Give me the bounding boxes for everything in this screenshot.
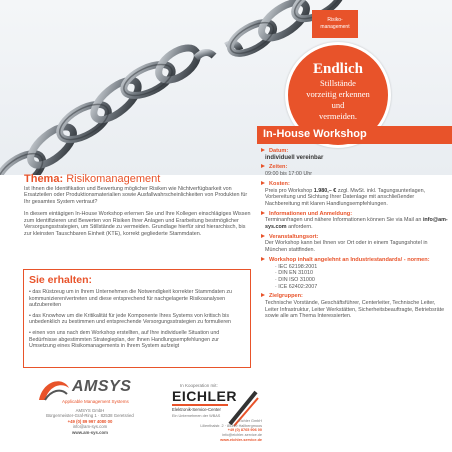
eichler-company: Eichler GmbH — [238, 418, 262, 423]
amsys-contact — [40, 408, 140, 435]
eichler-contact — [172, 414, 262, 443]
detail-times — [261, 164, 449, 177]
cost-price: 1.980,– € — [313, 187, 337, 194]
eichler-tagline: Elektronik-Service-Center — [172, 407, 221, 412]
workshop-details — [257, 148, 449, 323]
eichler-phone[interactable]: +49 (0) 8765 906 00 — [227, 428, 262, 433]
standard-name: IEC 62198:2001 — [278, 263, 318, 270]
detail-heading: Zeiten: — [269, 164, 288, 171]
detail-audience — [261, 293, 449, 320]
badge-title: Endlich — [312, 61, 364, 77]
topic-tag-text: Risiko- management — [320, 17, 350, 30]
amsys-wordmark: AMSYS — [72, 378, 132, 395]
company-address: Bürgermeister-Graf-Ring 1 · 82538 Geretsried — [46, 413, 134, 419]
eichler-email[interactable]: info@eichler-service.de — [222, 433, 262, 438]
company-email[interactable]: info@am-sys.com — [72, 424, 108, 430]
company-name: AMSYS GmbH — [75, 408, 105, 413]
eichler-website[interactable]: www.eichler-service.de — [220, 437, 262, 442]
cooperation-label: In Kooperation mit: — [180, 383, 218, 388]
amsys-tagline: Applicable Management Systems — [62, 399, 129, 404]
arrow-icon — [261, 164, 265, 168]
standard-name: DIN ISO 31000 — [278, 276, 315, 283]
list-item: • das Rüstzeug um in Ihrem Unternehmen die Notwendigkeit korrekter Stammdaten zu kommunizieren/vertreten und diese entsprechend für nachgelagerte Risikoanalysen aufzubereiten — [29, 289, 232, 309]
detail-heading: Informationen und Anmeldung: — [269, 210, 353, 217]
benefits-list — [24, 286, 250, 350]
detail-costs — [261, 181, 449, 208]
detail-heading: Zielgruppen: — [269, 293, 303, 300]
theme-value: Risikomanagement — [66, 173, 161, 185]
theme-title — [24, 173, 252, 185]
list-item: · DIN EN 31010 — [275, 270, 314, 277]
arrow-icon — [261, 211, 265, 215]
detail-registration — [261, 211, 449, 231]
eichler-address: Lilienthalstr. 2 · 85399 Hallbergmoos — [200, 423, 262, 428]
detail-value: individuell vereinbar — [265, 154, 324, 161]
company-phone[interactable]: +49 (0) 89 997 4080 00 — [67, 418, 113, 424]
detail-value: 09:00 bis 17:00 Uhr — [265, 171, 313, 178]
theme-label: Thema: — [24, 173, 64, 185]
badge-subtitle: Stillstände vorzeitig erkennen und vermeiden. — [306, 78, 370, 121]
detail-value: Technische Vorstände, Geschäftsführer, Centerleiter, Technische Leiter, Leiter Infrastruktur, Leiter Werkstätten, Sicherheitsbeauftragte, Betriebsräte sowie alle am Thema Interessierten. — [265, 300, 445, 320]
arrow-icon — [261, 257, 265, 261]
intro-paragraph-2: In diesem eintägigen In-House Workshop erlernen Sie und Ihre Kollegen einschlägiges Wissen zum Identifizieren und Bewerten von Risiken Ihrer Anlagen und Erarbeitung bestmöglicher Versorgungsstrategien, um Stillstände zu vermeiden. Grundlage hierfür sind hierarchisch, bis zur kleinsten Tauschbaren Einheit (KTE), korrekt gegliederte Stammdaten. — [24, 210, 251, 237]
intro-section — [24, 173, 252, 243]
list-item: · IEC 62198:2001 — [275, 263, 318, 270]
registration-email[interactable]: info@am-sys.com — [265, 217, 448, 231]
list-item: • einen von uns nach dem Workshop erstellten, auf Ihre individuelle Situation und Bedürfnisse abgestimmten Strategieplan, der Ihnen Handlungsempfehlungen zur Umsetzung eines Risikomanagements in Ihrem System aufzeigt — [29, 329, 220, 350]
detail-value — [261, 188, 449, 208]
detail-venue — [261, 234, 449, 254]
benefits-title: Sie erhalten: — [29, 274, 93, 286]
company-website[interactable]: www.am-sys.com — [72, 429, 108, 435]
arrow-icon — [261, 293, 265, 297]
standard-name: ICE 62402:2007 — [278, 283, 318, 290]
arrow-icon — [261, 181, 265, 185]
detail-standards — [261, 257, 449, 291]
standards-list — [261, 264, 449, 291]
list-item: · DIN ISO 31000 — [275, 276, 315, 283]
detail-heading: Veranstaltungsort: — [269, 233, 319, 240]
benefits-box — [23, 269, 251, 368]
eichler-wordmark: EICHLER — [172, 388, 237, 404]
eichler-parent: Ein Unternehmen der WBAS — [172, 414, 221, 418]
list-item: • das Knowhow um die Kritikalität für jede Komponente Ihres Systems von kritisch bis unbedenklich zu bestimmen und entsprechende Versorgungsstrategien zu formulieren — [29, 312, 231, 326]
detail-heading: Workshop inhalt angelehnt an Industriestandards/ - normen: — [269, 256, 430, 263]
topic-tag — [312, 10, 358, 38]
registration-text: Terminanfragen und nähere Informationen können Sie via Mail an — [265, 217, 423, 224]
eichler-divider — [172, 404, 228, 406]
arrow-icon — [261, 234, 265, 238]
detail-value: Der Workshop kann bei Ihnen vor Ort oder in einem Tagungshotel in München stattfinden. — [265, 240, 428, 254]
workshop-heading: In-House Workshop — [257, 126, 452, 144]
detail-heading: Kosten: — [269, 180, 290, 187]
cost-text-rest: zzgl. MwSt. inkl. Tagungsunterlagen, Vorbereitung und Sichtung Ihrer Datenlage mit anschließender Nachbereitung mit klaren Handlungsempfehlungen. — [265, 187, 426, 207]
standard-name: DIN EN 31010 — [278, 270, 314, 277]
intro-paragraph: Ist Ihnen die Identifikation und Bewertung möglicher Risiken wie Nichtverfügbarkeit von Ersatzteilen oder Produktionsmaterialien sowie Ausfallwahrscheinlichkeiten von Produkten für Ihr gesamtes System vertraut? — [24, 185, 248, 206]
list-item: · ICE 62402:2007 — [275, 283, 318, 290]
arrow-icon — [261, 148, 265, 152]
cost-text: Preis pro Workshop — [265, 187, 314, 194]
registration-text-rest: anfordern. — [286, 224, 313, 231]
detail-date — [261, 148, 449, 161]
detail-value — [261, 217, 449, 230]
detail-heading: Datum: — [269, 148, 289, 154]
